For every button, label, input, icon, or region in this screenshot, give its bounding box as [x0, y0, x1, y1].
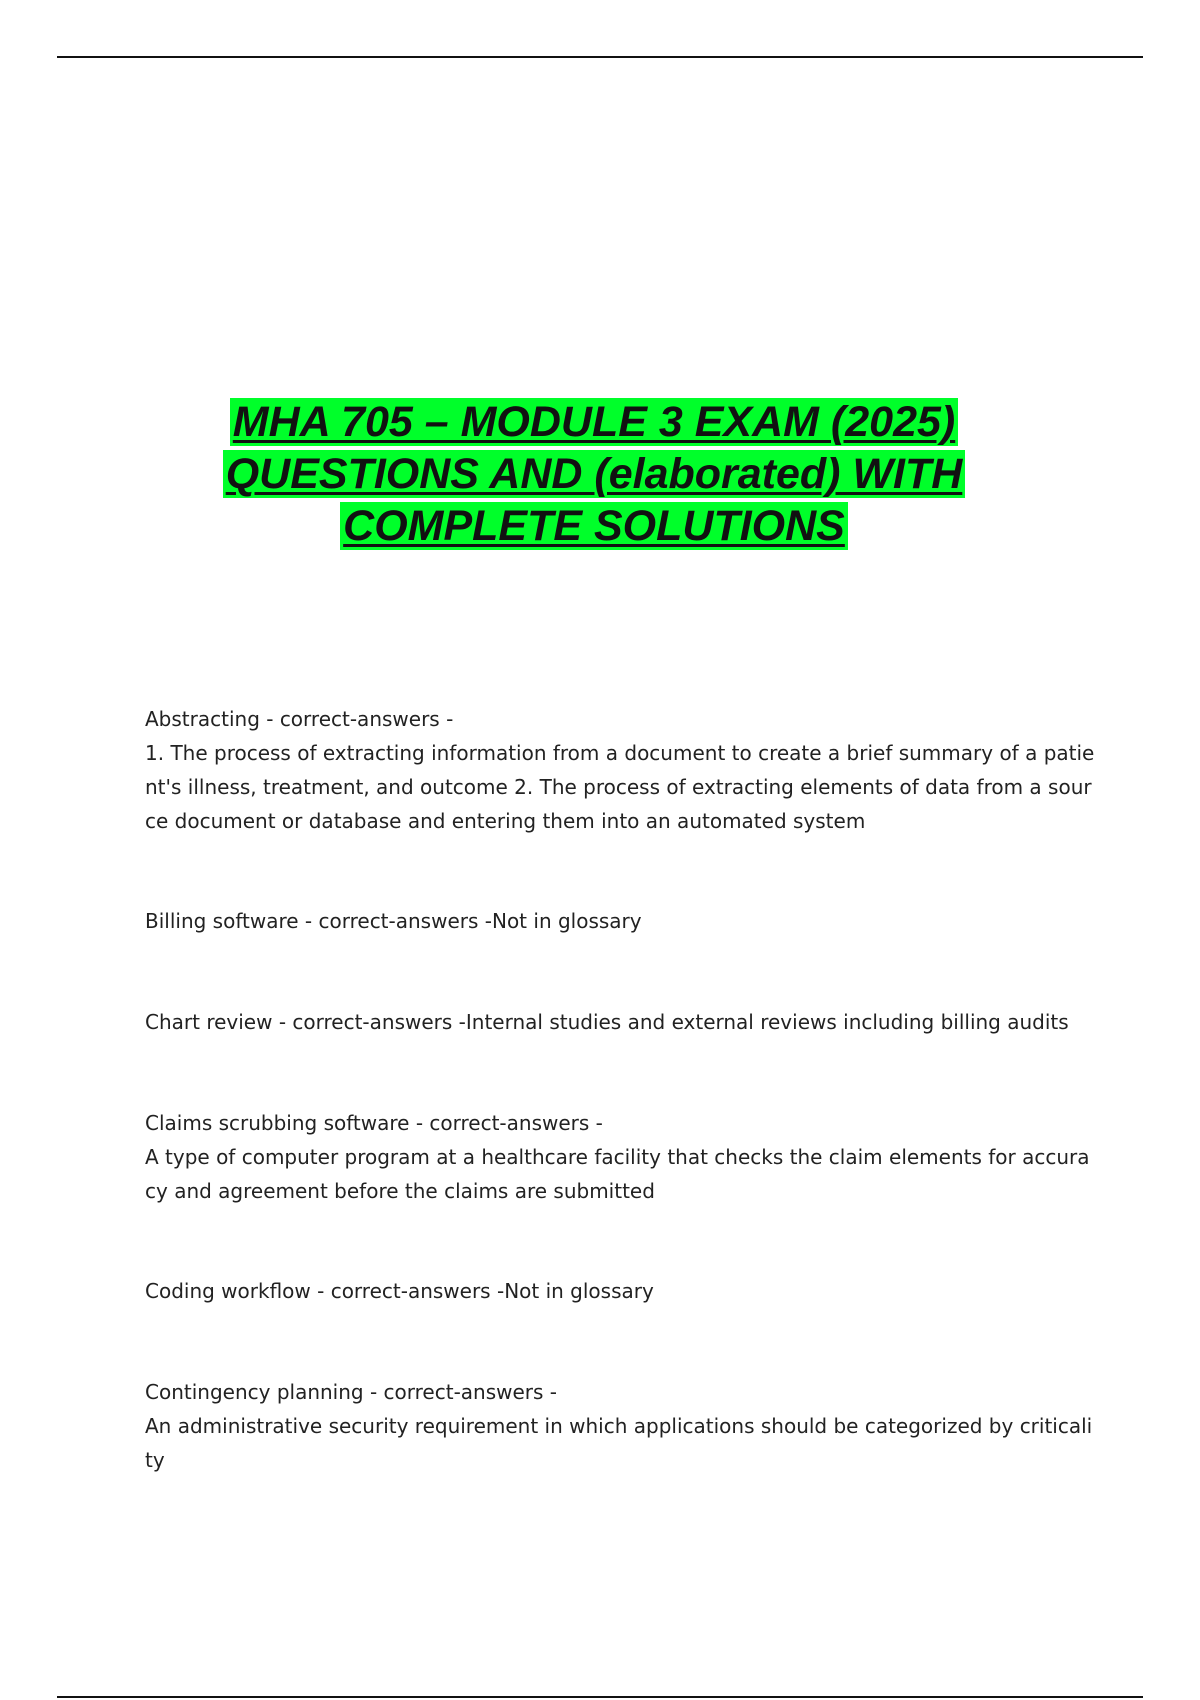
glossary-content	[145, 702, 1095, 1477]
entry-definition: Internal studies and external reviews including billing audits	[465, 1010, 1069, 1034]
top-rule	[57, 56, 1143, 58]
bottom-rule	[57, 1696, 1143, 1698]
entry-term: Chart review - correct-answers -	[145, 1010, 466, 1034]
entry-term: Abstracting - correct-answers -	[145, 707, 454, 731]
entry-definition: An administrative security requirement in which applications should be categorized by criticality	[145, 1414, 1093, 1472]
glossary-entry-abstracting	[145, 702, 1095, 838]
entry-definition: Not in glossary	[504, 1279, 654, 1303]
title-line-1: MHA 705 – MODULE 3 EXAM (2025)	[0, 396, 1188, 448]
glossary-entry-chart-review	[145, 1005, 1095, 1039]
entry-definition: A type of computer program at a healthcare facility that checks the claim elements for accuracy and agreement before the claims are submitted	[145, 1145, 1090, 1203]
glossary-entry-billing-software	[145, 904, 1095, 938]
glossary-entry-coding-workflow	[145, 1274, 1095, 1308]
entry-term: Claims scrubbing software - correct-answers -	[145, 1111, 603, 1135]
title-line-2: QUESTIONS AND (elaborated) WITH	[0, 448, 1188, 500]
entry-term: Billing software - correct-answers -	[145, 909, 492, 933]
glossary-entry-contingency-planning	[145, 1375, 1095, 1477]
entry-term: Contingency planning - correct-answers -	[145, 1380, 558, 1404]
entry-term: Coding workflow - correct-answers -	[145, 1279, 505, 1303]
document-title	[0, 396, 1188, 552]
title-line-3: COMPLETE SOLUTIONS	[0, 500, 1188, 552]
entry-definition: Not in glossary	[491, 909, 642, 933]
entry-definition: 1. The process of extracting information from a document to create a brief summary of a patient's illness, treatment, and outcome 2. The process of extracting elements of data from a source document or database and entering them into an automated system	[145, 741, 1095, 833]
glossary-entry-claims-scrubbing-software	[145, 1106, 1095, 1208]
